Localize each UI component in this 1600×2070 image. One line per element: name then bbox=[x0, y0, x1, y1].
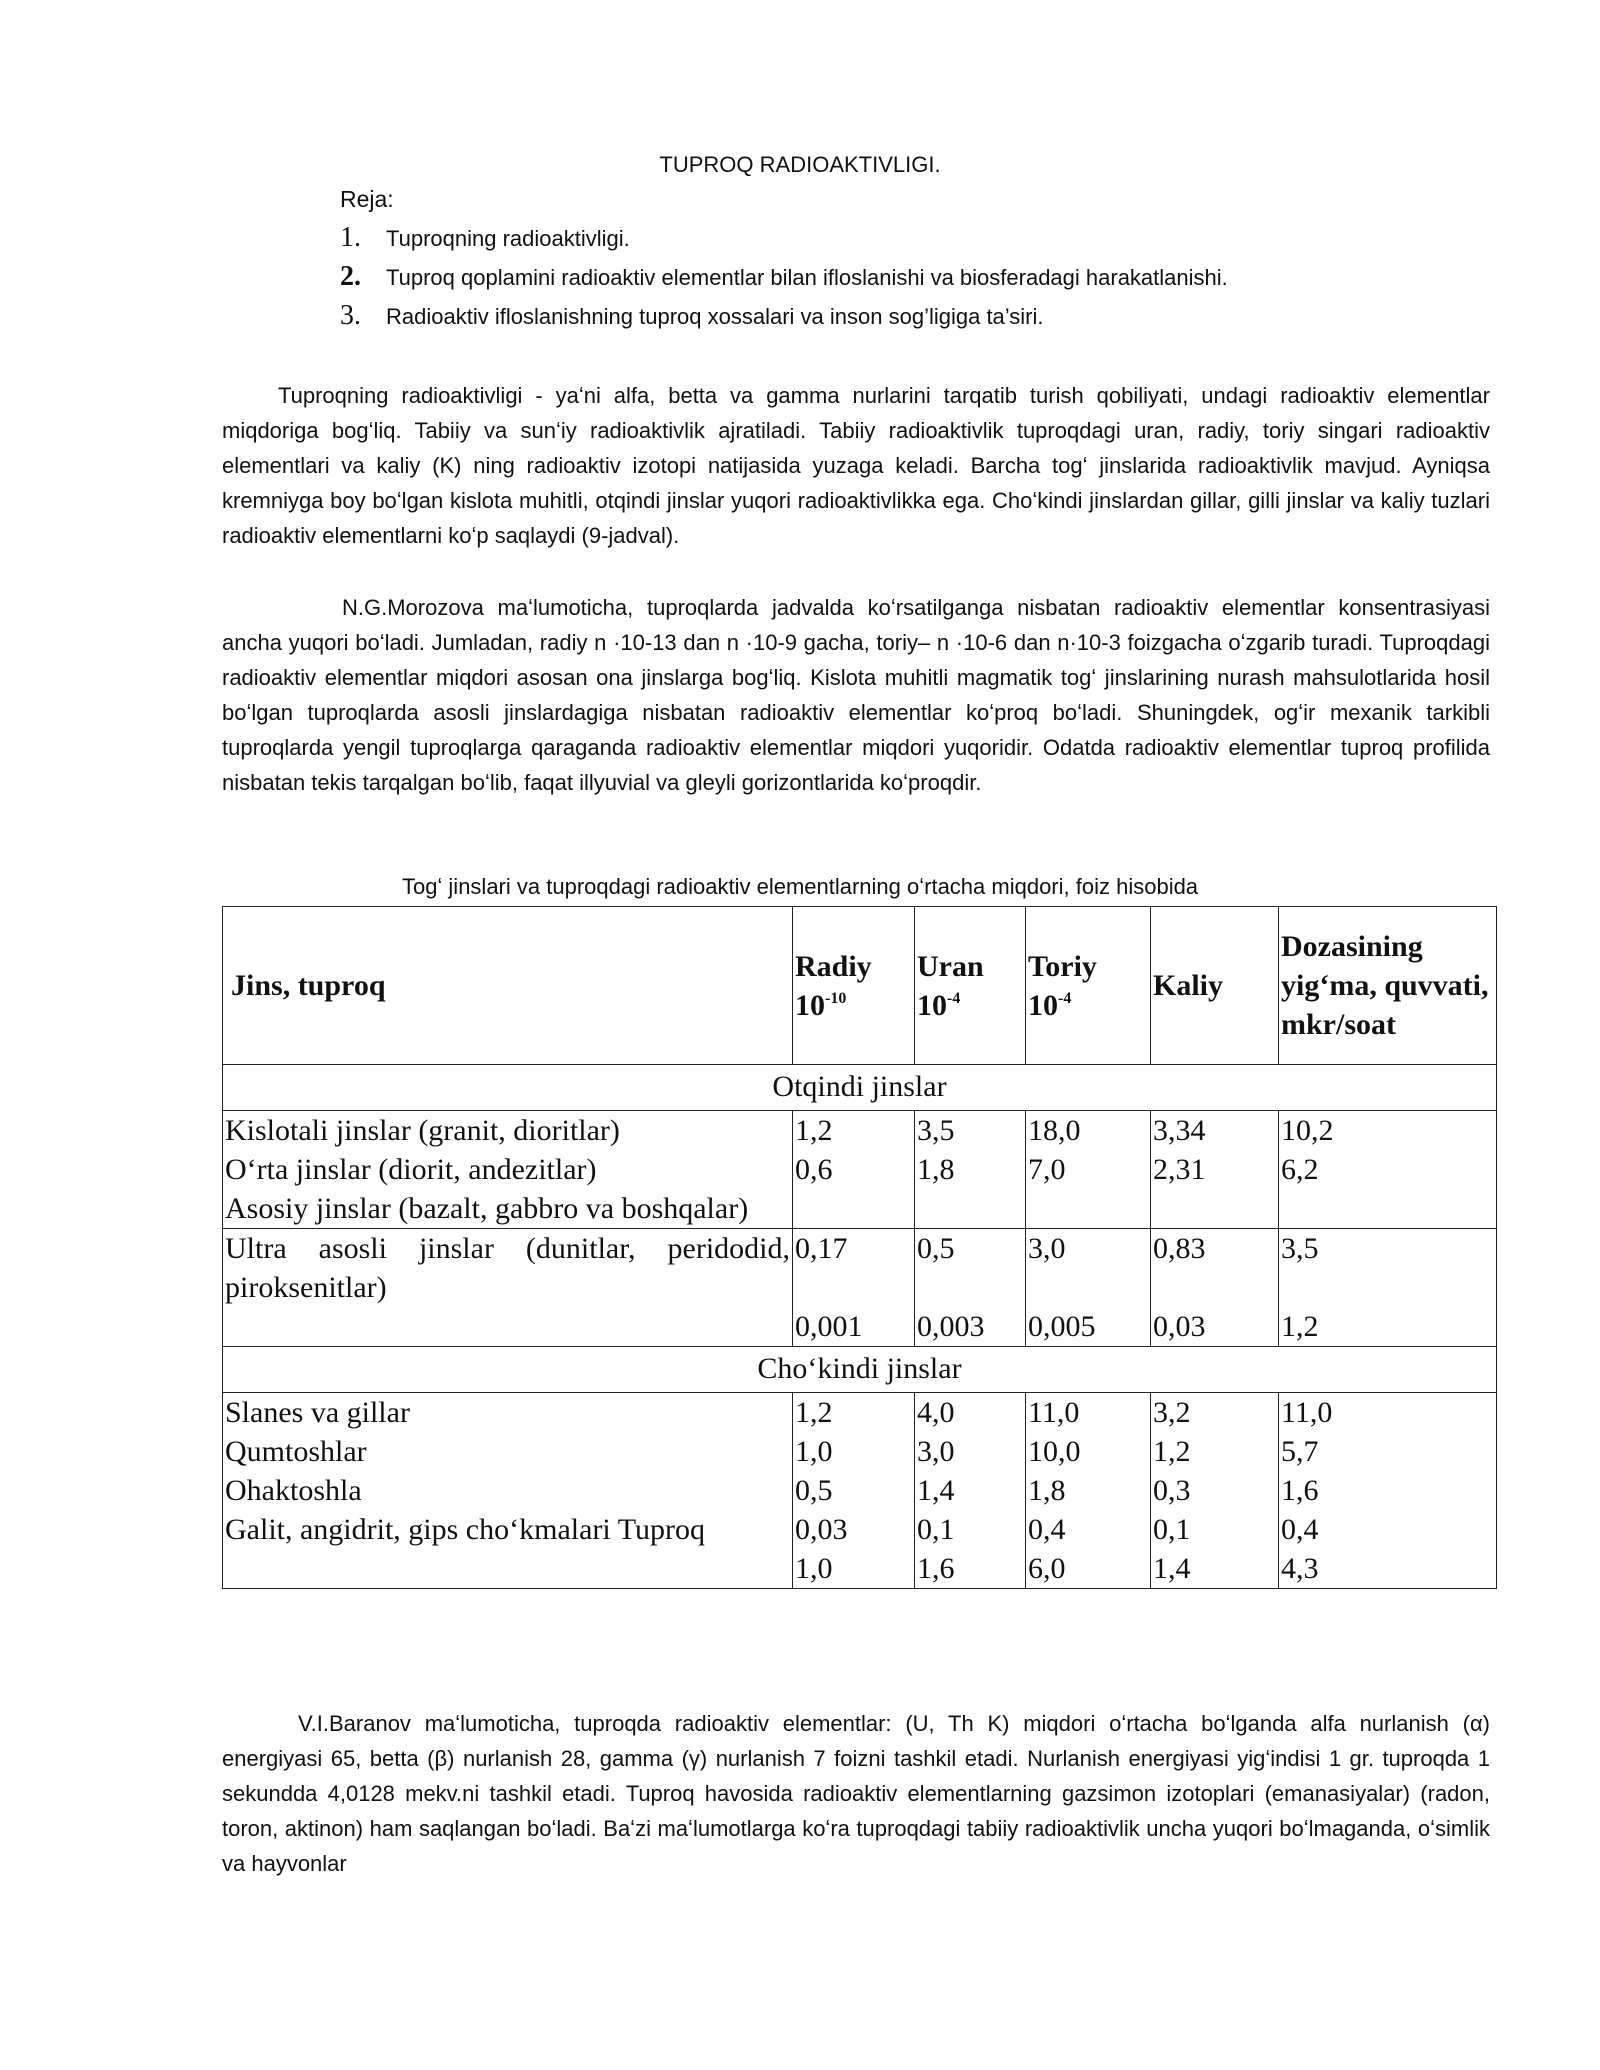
uran-cell: 4,0 3,0 1,4 0,1 1,6 bbox=[915, 1393, 1026, 1589]
doza-cell: 3,5 1,2 bbox=[1279, 1229, 1497, 1347]
uran-cell: 0,5 0,003 bbox=[915, 1229, 1026, 1347]
table-row bbox=[223, 1393, 1497, 1589]
kaliy-cell: 3,2 1,2 0,3 0,1 1,4 bbox=[1151, 1393, 1279, 1589]
plan-item-number: 3. bbox=[340, 300, 361, 331]
toriy-cell: 11,0 10,0 1,8 0,4 6,0 bbox=[1026, 1393, 1151, 1589]
paragraph-morozova: N.G.Morozova maʻlumoticha, tuproqlarda jadvalda koʻrsatilganga nisbatan radioaktiv elementlar konsentrasiyasi ancha yuqori boʻladi. Jumladan, radiy n ·10-13 dan n ·10-9 gacha, toriy– n ·10-6 dan n·10-3 foizgacha oʻzgarib turadi. Tuproqdagi radioaktiv elementlar miqdori asosan ona jinslarga bogʻliq. Kislota muhitli magmatik togʻ jinslarining nurash mahsulotlarida hosil boʻlgan tuproqlarda asosli jinslardagiga nisbatan radioaktiv elementlar koʻproq boʻladi. Shuningdek, ogʻir mexanik tarkibli tuproqlarda yengil tuproqlarga qaraganda radioaktiv elementlar miqdori yuqoridir. Odatda radioaktiv elementlar tuproq profilida nisbatan tekis tarqalgan boʻlib, faqat illyuvial va gleyli gorizontlarida koʻproqdir. bbox=[222, 595, 1490, 795]
doza-cell: 11,0 5,7 1,6 0,4 4,3 bbox=[1279, 1393, 1497, 1589]
radiy-cell: 0,17 0,001 bbox=[793, 1229, 915, 1347]
radiy-cell: 1,2 1,0 0,5 0,03 1,0 bbox=[793, 1393, 915, 1589]
section-row bbox=[223, 1347, 1497, 1393]
plan-item-text: Tuproq qoplamini radioaktiv elementlar bilan ifloslanishi va biosferadagi harakatlanishi. bbox=[386, 265, 1228, 290]
plan-list bbox=[340, 222, 1228, 339]
section-otqindi: Otqindi jinslar bbox=[223, 1065, 1497, 1111]
column-header-jins: Jins, tuproq bbox=[223, 907, 793, 1065]
table-caption: Togʻ jinslari va tuproqdagi radioaktiv elementlarning oʻrtacha miqdori, foiz hisobida bbox=[401, 874, 1199, 899]
section-row bbox=[223, 1065, 1497, 1111]
section-chokindi: Choʻkindi jinslar bbox=[223, 1347, 1497, 1393]
plan-item-text: Tuproqning radioaktivligi. bbox=[386, 226, 630, 251]
plan-item-text: Radioaktiv ifloslanishning tuproq xossalari va inson sog’ligiga ta’siri. bbox=[386, 304, 1044, 329]
document-title: TUPROQ RADIOAKTIVLIGI. bbox=[659, 152, 941, 177]
column-header-radiy: Radiy $10^{-10}$ bbox=[793, 907, 915, 1065]
uran-cell: 3,5 1,8 bbox=[915, 1111, 1026, 1229]
paragraph-intro: Tuproqning radioaktivligi - yaʻni alfa, betta va gamma nurlarini tarqatib turish qobiliyati, undagi radioaktiv elementlar miqdoriga bogʻliq. Tabiiy va sunʻiy radioaktivlik ajratiladi. Tabiiy radioaktivlik tuproqdagi uran, radiy, toriy singari radioaktiv elementlari va kaliy (K) ning radioaktiv izotopi natijasida yuzaga keladi. Barcha togʻ jinslarida radioaktivlik mavjud. Ayniqsa kremniyga boy boʻlgan kislota muhitli, otqindi jinslar yuqori radioaktivlikka ega. Choʻkindi jinslardan gillar, gilli jinslar va kaliy tuzlari radioaktiv elementlarni koʻp saqlaydi (9-jadval). bbox=[222, 383, 1490, 548]
toriy-cell: 18,0 7,0 bbox=[1026, 1111, 1151, 1229]
paragraph-baranov: V.I.Baranov maʻlumoticha, tuproqda radioaktiv elementlar: (U, Th K) miqdori oʻrtacha boʻlganda alfa nurlanish (α) energiyasi 65, betta (β) nurlanish 28, gamma (γ) nurlanish 7 foizni tashkil etadi. Nurlanish energiyasi yigʻindisi 1 gr. tuproqda 1 sekundda 4,0128 mekv.ni tashkil etadi. Tuproq havosida radioaktiv elementlarning gazsimon izotoplari (emanasiyalar) (radon, toron, aktinon) ham saqlangan boʻladi. Baʻzi maʻlumotlarga koʻra tuproqdagi tabiiy radioaktivlik uncha yuqori boʻlmaganda, oʻsimlik va hayvonlar bbox=[222, 1711, 1490, 1876]
radioactivity-table bbox=[222, 906, 1497, 1589]
toriy-cell: 3,0 0,005 bbox=[1026, 1229, 1151, 1347]
jins-cell: Ultra asosli jinslar (dunitlar, peridodid, piroksenitlar) bbox=[223, 1229, 793, 1347]
kaliy-cell: 0,83 0,03 bbox=[1151, 1229, 1279, 1347]
column-header-doza: Dozasining yigʻma, quvvati, mkr/soat bbox=[1279, 907, 1497, 1065]
plan-item bbox=[340, 222, 1228, 261]
table-row bbox=[223, 1229, 1497, 1347]
radiy-cell: 1,2 0,6 bbox=[793, 1111, 915, 1229]
plan-item-number: 2. bbox=[340, 261, 361, 292]
plan-heading: Reja: bbox=[340, 186, 394, 212]
table-row bbox=[223, 1111, 1497, 1229]
plan-item bbox=[340, 300, 1228, 339]
column-header-uran: Uran $10^{-4}$ bbox=[915, 907, 1026, 1065]
table-header-row bbox=[223, 907, 1497, 1065]
kaliy-cell: 3,34 2,31 bbox=[1151, 1111, 1279, 1229]
column-header-kaliy: Kaliy bbox=[1151, 907, 1279, 1065]
column-header-toriy: Toriy $10^{-4}$ bbox=[1026, 907, 1151, 1065]
doza-cell: 10,2 6,2 bbox=[1279, 1111, 1497, 1229]
plan-item-number: 1. bbox=[340, 222, 361, 253]
jins-cell: Kislotali jinslar (granit, dioritlar) Oʻrta jinslar (diorit, andezitlar) Asosiy jinslar (bazalt, gabbro va boshqalar) bbox=[223, 1111, 793, 1229]
plan-item bbox=[340, 261, 1228, 300]
jins-cell: Slanes va gillar Qumtoshlar Ohaktoshla Galit, angidrit, gips choʻkmalari Tuproq bbox=[223, 1393, 793, 1589]
